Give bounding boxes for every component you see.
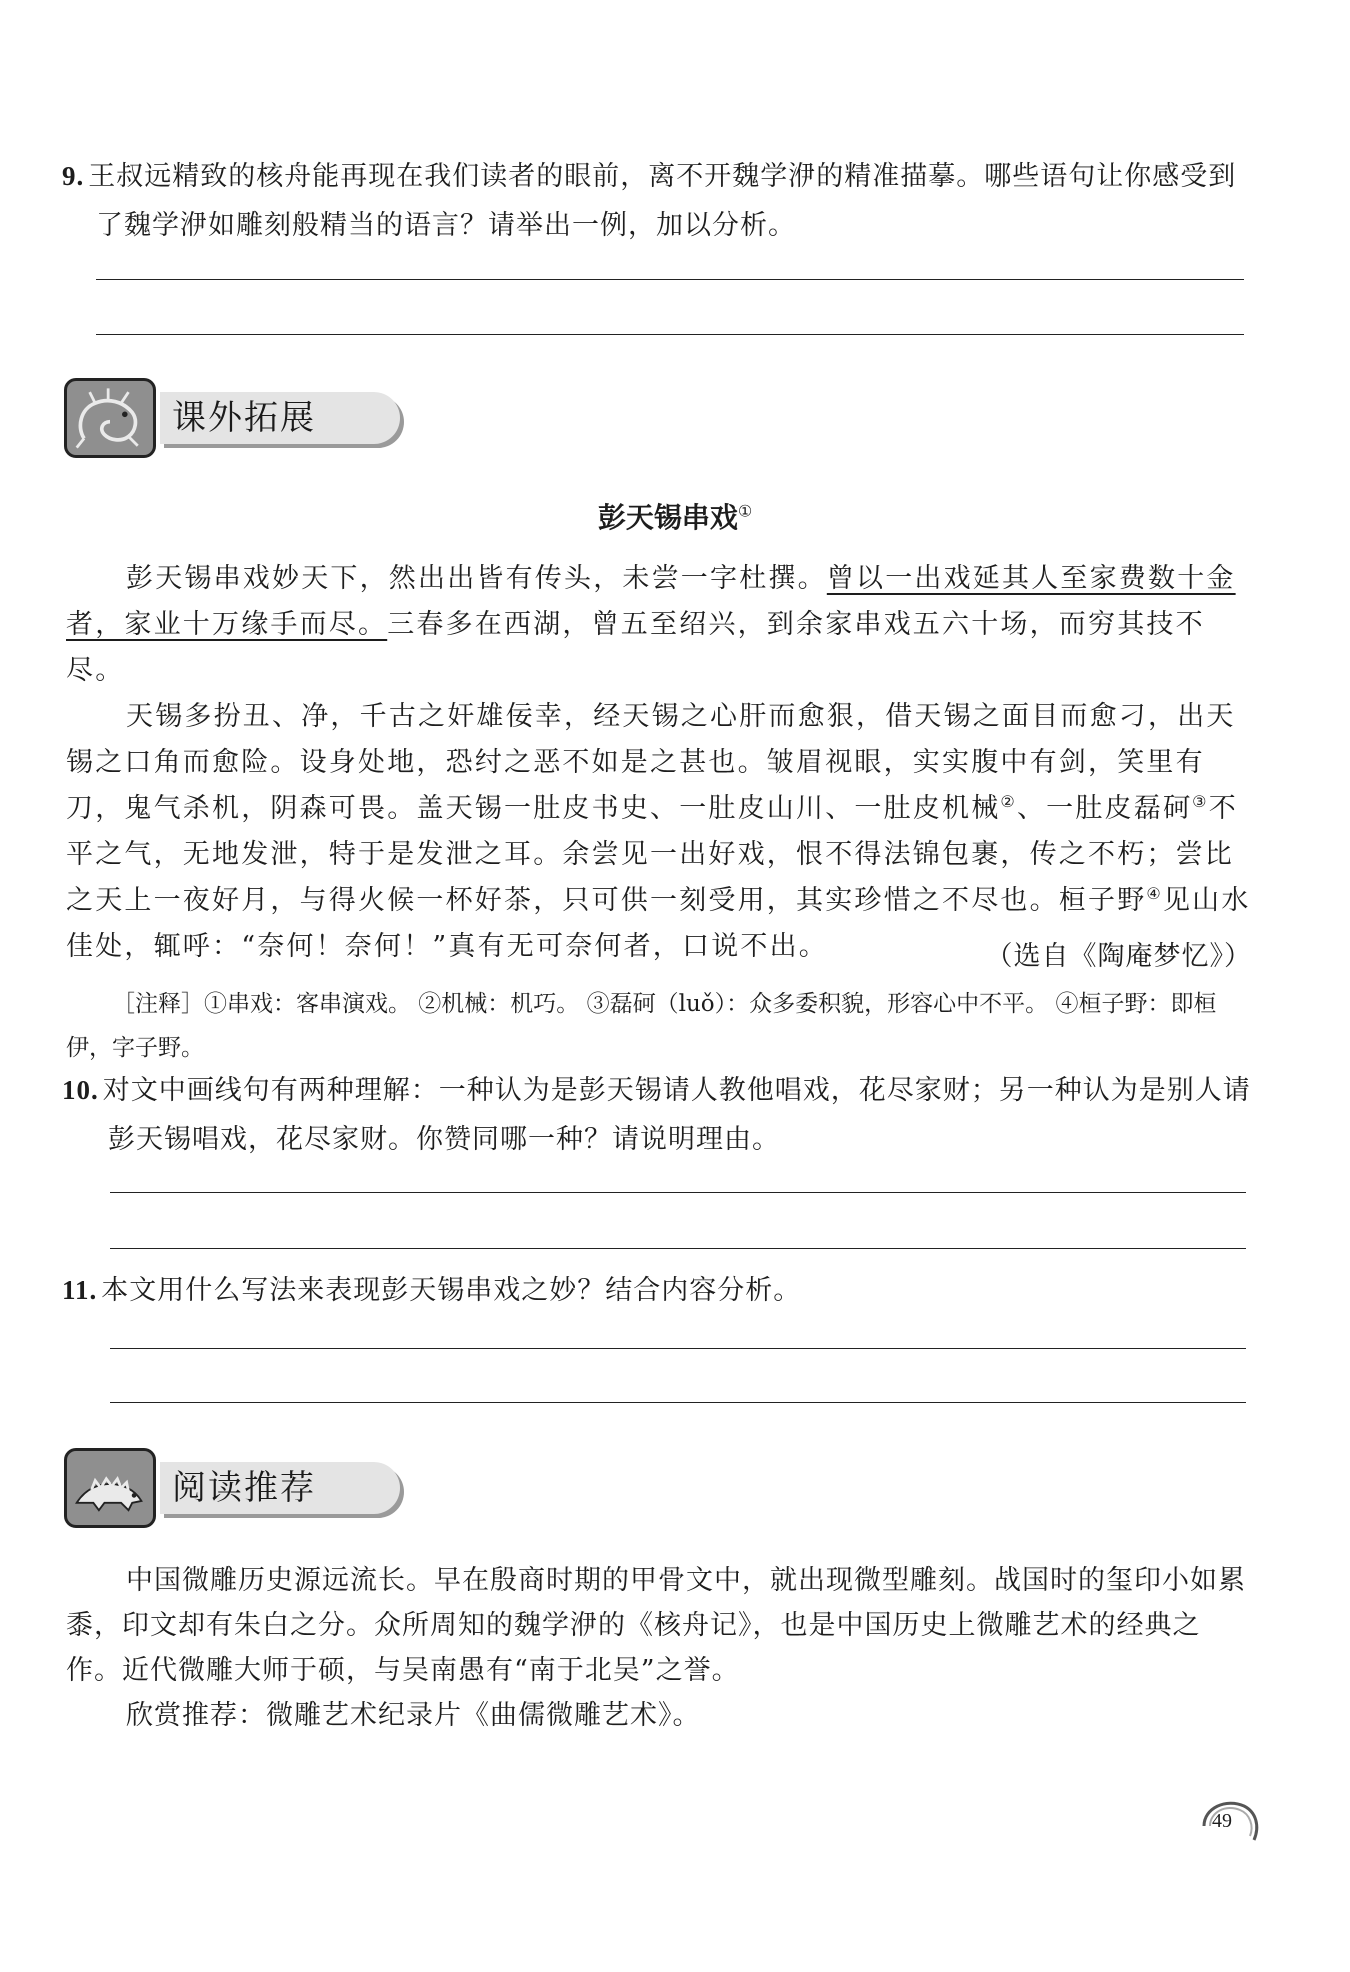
question-text: 王叔远精致的核舟能再现在我们读者的眼前，离不开魏学洢的精准描摹。哪些语句让你感受到: [88, 161, 1237, 192]
answer-line[interactable]: [96, 279, 1244, 280]
question-9: [62, 152, 1252, 250]
answer-line[interactable]: [110, 1348, 1246, 1349]
question-number: 10.: [62, 1075, 99, 1105]
footnote-marker: ②: [1000, 792, 1017, 811]
section-header-extension: [64, 378, 364, 458]
question-11: [62, 1266, 1252, 1315]
passage-notes: [66, 982, 1256, 1070]
section-title: 阅读推荐: [172, 1468, 316, 1508]
question-text: 彭天锡唱戏，花尽家财。你赞同哪一种？请说明理由。: [108, 1124, 780, 1155]
recommendation-paragraph: 中国微雕历史源远流长。早在殷商时期的甲骨文中，就出现微型雕刻。战国时的玺印小如累黍，印文却有朱白之分。众所周知的魏学洢的《核舟记》，也是中国历史上微雕艺术的经典之作。近代微雕大师于硕，与吴南愚有“南于北吴”之誉。: [66, 1565, 1246, 1686]
passage-text: 不平之气，无地发泄，特于是发泄之耳。余尝见一出好戏，恨不得法锦包裹，传之不朽；尝比之天上一夜好月，与得火候一杯好茶，只可供一刻受用，其实珍惜之不尽也。桓子野: [66, 793, 1238, 916]
underlined-sentence: 曾以一出戏延其人至家费数十金者，家业十万缘手而尽。: [66, 563, 1236, 640]
passage-title: [0, 496, 1350, 536]
answer-line[interactable]: [96, 334, 1244, 335]
page-number: 49: [1212, 1810, 1232, 1832]
passage-text: 彭天锡串戏妙天下，然出出皆有传头，未尝一字杜撰。: [126, 563, 827, 594]
passage-paragraph: [66, 694, 1256, 970]
question-10: [62, 1066, 1252, 1164]
notes-text: ［注释］①串戏：客串演戏。 ②机械：机巧。 ③磊砢（luǒ）：众多委积貌，形容心中不平。 ④桓子野：即桓伊，字子野。: [66, 991, 1217, 1061]
section-title: 课外拓展: [172, 398, 316, 438]
dragon-icon: [64, 378, 156, 458]
question-text: 了魏学洢如雕刻般精当的语言？请举出一例，加以分析。: [96, 210, 796, 241]
page-number-badge: [1196, 1796, 1262, 1852]
question-number: 9.: [62, 161, 85, 191]
passage-text: 见山水佳处，辄呼：“奈何！奈何！”真有无可奈何者，口说不出。: [66, 885, 1251, 962]
section-header-reading: [64, 1448, 364, 1528]
recommendation-paragraph: 欣赏推荐：微雕艺术纪录片《曲儒微雕艺术》。: [126, 1700, 701, 1731]
passage-text: 天锡多扮丑、净，千古之奸雄佞幸，经天锡之心肝而愈狠，借天锡之面目而愈刁，出天锡之口角而愈险。设身处地，恐纣之恶不如是之甚也。皱眉视眼，实实腹中有剑，笑里有刀，鬼气杀机，阴森可畏。盖天锡一肚皮书史、一肚皮山川、一肚皮机械: [66, 701, 1236, 824]
question-number: 11.: [62, 1275, 98, 1305]
answer-line[interactable]: [110, 1402, 1246, 1403]
answer-line[interactable]: [110, 1192, 1246, 1193]
reading-recommendation: [66, 1558, 1256, 1738]
footnote-marker: ④: [1146, 884, 1163, 903]
footnote-marker: ①: [737, 501, 753, 521]
dinosaur-icon: [64, 1448, 156, 1528]
footnote-marker: ③: [1192, 792, 1209, 811]
passage-source: （选自《陶庵梦忆》）: [985, 941, 1252, 972]
passage-text: 三春多在西湖，曾五至绍兴，到余家串戏五六十场，而穷其技不尽。: [66, 609, 1205, 686]
passage-text: 、一肚皮磊砢: [1016, 793, 1193, 824]
passage-body: [66, 556, 1256, 970]
answer-line[interactable]: [110, 1248, 1246, 1249]
passage-paragraph: [66, 556, 1256, 694]
passage-title-text: 彭天锡串戏: [597, 501, 738, 534]
question-text: 对文中画线句有两种理解：一种认为是彭天锡请人教他唱戏，花尽家财；另一种认为是别人请: [102, 1075, 1251, 1106]
question-text: 本文用什么写法来表现彭天锡串戏之妙？结合内容分析。: [101, 1275, 802, 1306]
